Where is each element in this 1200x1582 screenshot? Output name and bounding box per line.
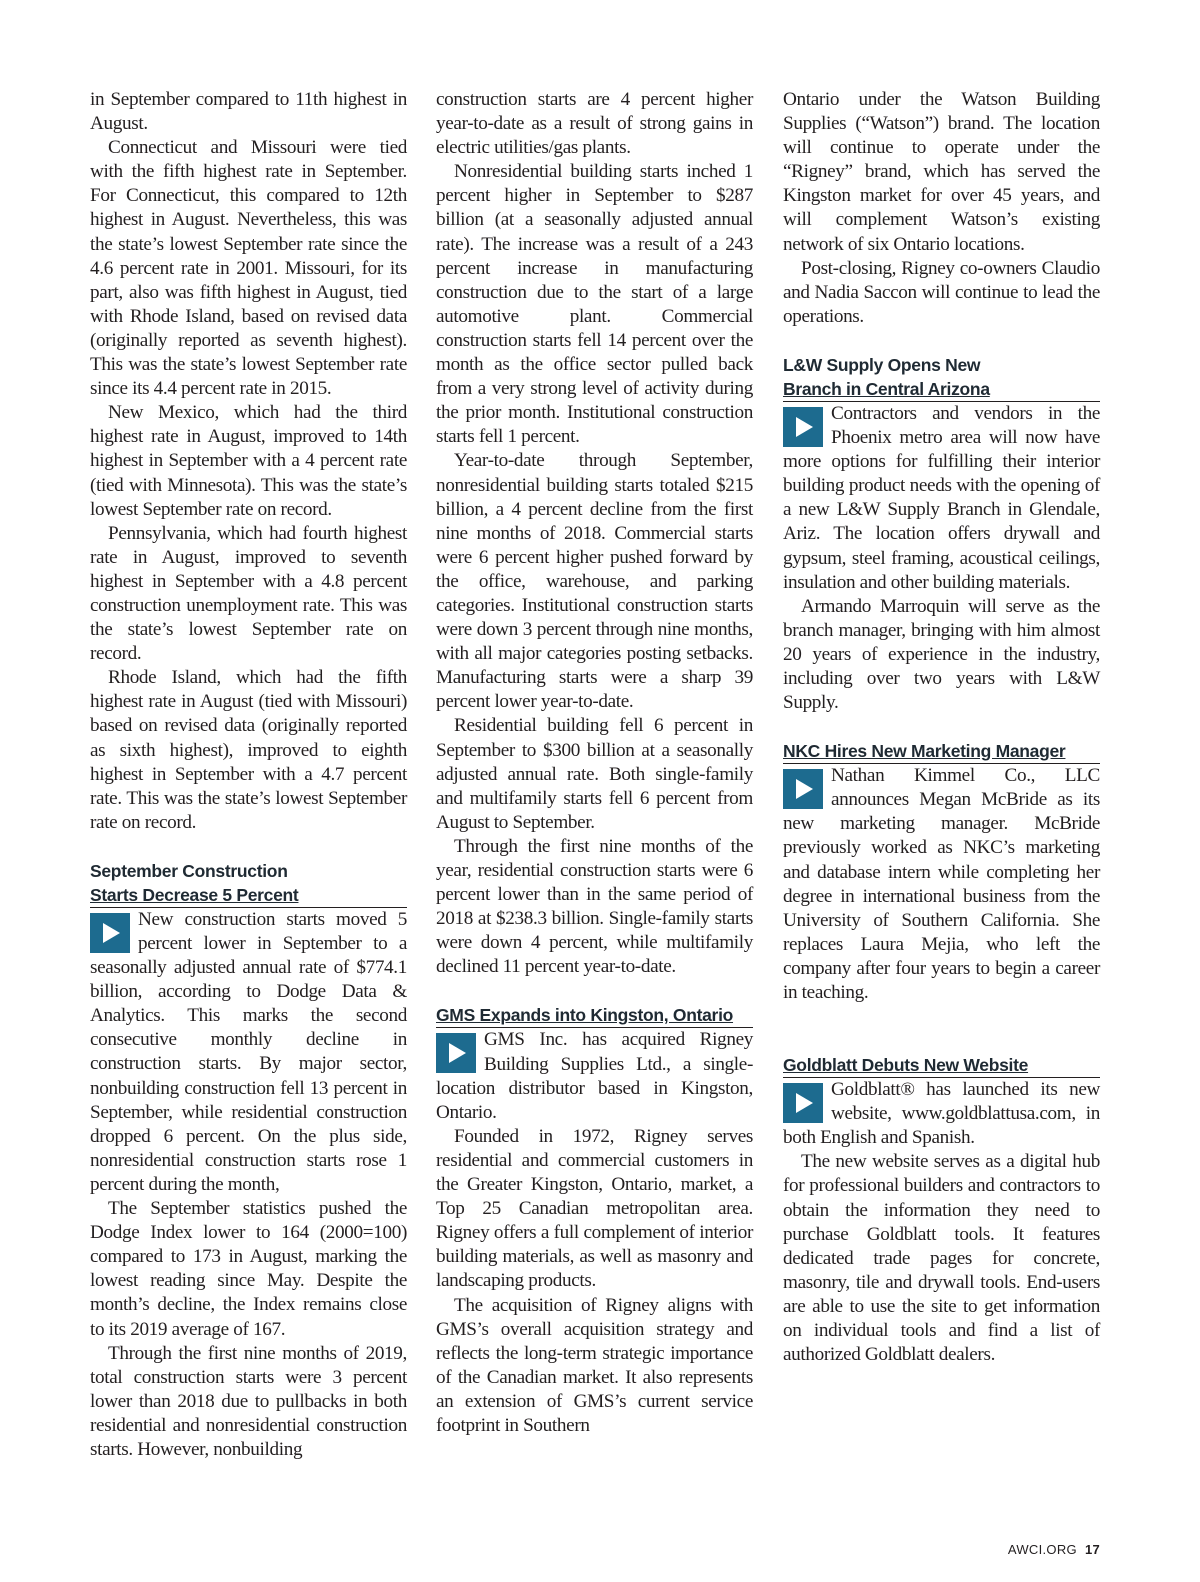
section-heading: NKC Hires New Marketing Manager xyxy=(783,739,1100,764)
column-2 xyxy=(436,88,753,1438)
play-arrow-icon xyxy=(783,407,823,447)
paragraph: Nathan Kimmel Co., LLC announces Megan McBride as its new marketing manager. McBride previously worked as NKC’s marketing and database intern while completing her degree in international business from the University of Southern California. She replaces Laura Mejia, who left the company after four years to begin a career in teaching. xyxy=(783,765,1100,1003)
paragraph: Through the first nine months of the year, residential construction starts were 6 percent lower than in the same period of 2018 at $238.3 billion. Single-family starts were down 4 percent, while multifamily declined 11 percent year-to-date. xyxy=(436,835,753,978)
paragraph: Post-closing, Rigney co-owners Claudio and Nadia Saccon will continue to lead the operations. xyxy=(783,257,1100,327)
play-arrow-icon xyxy=(783,1083,823,1123)
play-arrow-icon xyxy=(90,913,130,953)
paragraph: New Mexico, which had the third highest rate in August, improved to 14th highest in September with a 4 percent rate (tied with Minnesota). This was the state’s lowest September rate on record. xyxy=(90,402,407,520)
paragraph: Ontario under the Watson Building Supplies (“Watson”) brand. The location will continue to operate under the “Rigney” brand, which has served the Kingston market for over 45 years, and will complement Watson’s existing network of six Ontario locations. xyxy=(783,89,1100,255)
paragraph: Goldblatt® has launched its new website, www.goldblattusa.com, in both English and Spanish. xyxy=(783,1079,1100,1149)
paragraph: Armando Marroquin will serve as the branch manager, bringing with him almost 20 years of experience in the industry, including over two years with L&W Supply. xyxy=(783,595,1100,714)
paragraph: in September compared to 11th highest in August. xyxy=(90,89,407,135)
section-heading: L&W Supply Opens New Branch in Central Arizona xyxy=(783,353,1100,402)
column-1 xyxy=(90,88,407,1462)
site-url: AWCI.ORG xyxy=(1007,1542,1077,1557)
paragraph: construction starts are 4 percent higher year-to-date as a result of strong gains in electric utilities/gas plants. xyxy=(436,89,753,159)
paragraph: Contractors and vendors in the Phoenix metro area will now have more options for fulfilling their interior building product needs with the opening of a new L&W Supply Branch in Glendale, Ariz. The location offers drywall and gypsum, steel framing, acoustical ceilings, insulation and other building materials. xyxy=(783,402,1100,593)
section-heading: GMS Expands into Kingston, Ontario xyxy=(436,1003,753,1028)
paragraph: The new website serves as a digital hub for professional builders and contractors to obtain the information they need to purchase Goldblatt tools. It features dedicated trade pages for concrete, masonry, tile and drywall tools. End-users are able to use the site to get information on individual tools and find a list of authorized Goldblatt dealers. xyxy=(783,1151,1100,1366)
paragraph: The acquisition of Rigney aligns with GMS’s overall acquisition strategy and reflects the long-term strategic importance of the Canadian market. It also represents an extension of GMS’s current service footprint in Southern xyxy=(436,1294,753,1436)
paragraph: Residential building fell 6 percent in September to $300 billion at a seasonally adjusted annual rate. Both single-family and multifamily starts fell 6 percent from August to September. xyxy=(436,715,753,833)
page-footer xyxy=(1008,1542,1100,1557)
play-arrow-icon xyxy=(436,1033,476,1073)
paragraph: New construction starts moved 5 percent lower in September to a seasonally adjusted annual rate of $774.1 billion, according to Dodge Data & Analytics. This marks the second consecutive monthly decline in construction starts. By major sector, nonbuilding construction fell 13 percent in September, while residential construction dropped 6 percent. On the plus side, nonresidential construction starts rose 1 percent during the month, xyxy=(90,908,407,1195)
paragraph: Through the first nine months of 2019, total construction starts were 3 percent lower than 2018 due to pullbacks in both residential and nonresidential construction starts. However, nonbuilding xyxy=(90,1342,407,1460)
paragraph: The September statistics pushed the Dodge Index lower to 164 (2000=100) compared to 173 in August, marking the lowest reading since May. Despite the month’s decline, the Index remains close to its 2019 average of 167. xyxy=(90,1198,407,1340)
paragraph: Year-to-date through September, nonresidential building starts totaled $215 billion, a 4 percent decline from the first nine months of 2018. Commercial starts were 6 percent higher pushed forward by the office, warehouse, and parking categories. Institutional construction starts were down 3 percent through nine months, with all major categories posting setbacks. Manufacturing starts were a sharp 39 percent lower year-to-date. xyxy=(436,450,753,713)
paragraph: GMS Inc. has acquired Rigney Building Supplies Ltd., a single-location distributor based in Kingston, Ontario. xyxy=(436,1029,753,1123)
paragraph: Rhode Island, which had the fifth highest rate in August (tied with Missouri) based on revised data (originally reported as sixth highest), improved to eighth highest in September with a 4.7 percent rate. This was the state’s lowest September rate on record. xyxy=(90,667,407,833)
page-number: 17 xyxy=(1084,1542,1100,1557)
play-arrow-icon xyxy=(783,769,823,809)
section-heading: September Construction Starts Decrease 5 Percent xyxy=(90,859,407,908)
paragraph: Pennsylvania, which had fourth highest rate in August, improved to seventh highest in September with a 4.8 percent construction unemployment rate. This was the state’s lowest September rate on record. xyxy=(90,522,407,665)
paragraph: Connecticut and Missouri were tied with the fifth highest rate in September. For Connecticut, this compared to 12th highest in August. Nevertheless, this was the state’s lowest September rate since the 4.6 percent rate in 2001. Missouri, for its part, also was fifth highest in August, tied with Rhode Island, based on revised data (originally reported as seventh highest). This was the state’s lowest September rate since its 4.4 percent rate in 2015. xyxy=(90,137,407,400)
column-3 xyxy=(783,88,1100,1367)
section-heading: Goldblatt Debuts New Website xyxy=(783,1053,1100,1078)
paragraph: Nonresidential building starts inched 1 percent higher in September to $287 billion (at a seasonally adjusted annual rate). The increase was a result of a 243 percent increase in manufacturing construction due to the start of a large automotive plant. Commercial construction starts fell 14 percent over the month as the office sector pulled back from a very strong level of activity during the prior month. Institutional construction starts fell 1 percent. xyxy=(436,161,753,448)
paragraph: Founded in 1972, Rigney serves residential and commercial customers in the Greater Kingston, Ontario, market, a Top 25 Canadian metropolitan area. Rigney offers a full complement of interior building materials, as well as masonry and landscaping products. xyxy=(436,1125,753,1292)
